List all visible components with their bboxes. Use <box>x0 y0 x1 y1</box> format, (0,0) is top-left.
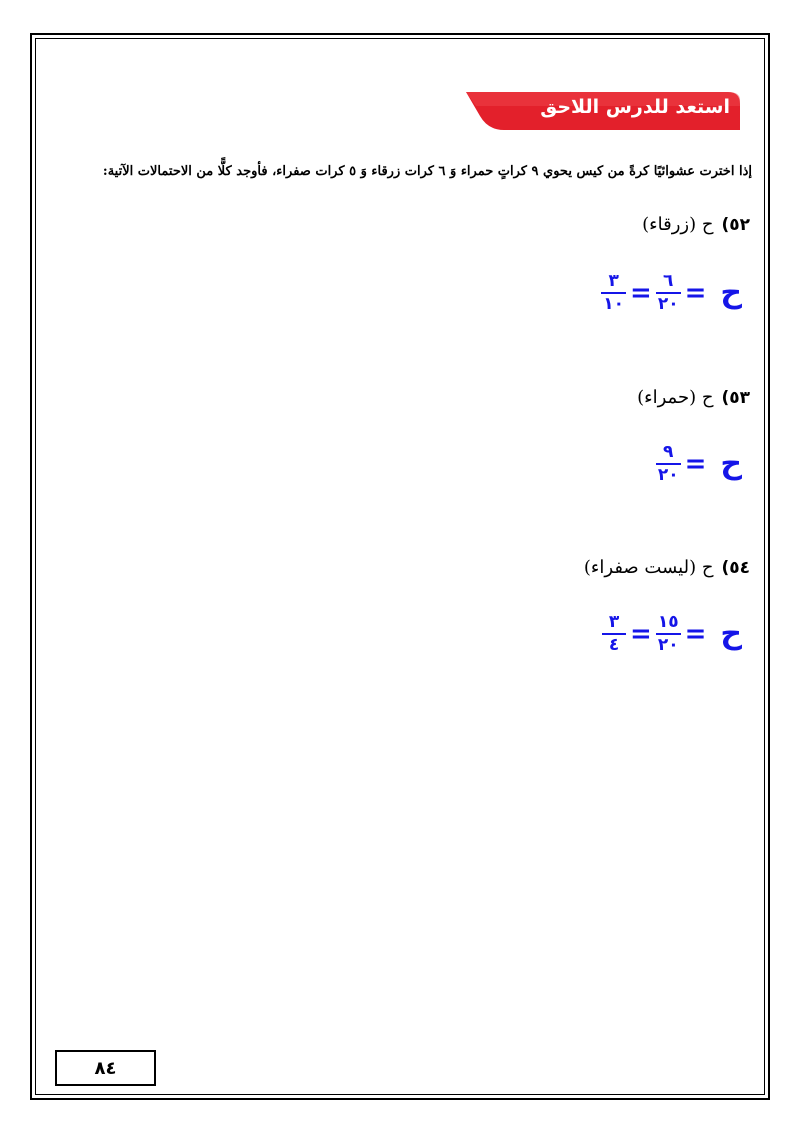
question-text: ح (زرقاء) <box>642 214 714 235</box>
denominator: ١٠ <box>603 293 625 314</box>
page-number-box <box>55 1050 156 1086</box>
numerator: ٣ <box>608 271 619 291</box>
fraction <box>602 613 626 654</box>
fraction <box>656 613 681 654</box>
question-54 <box>584 557 750 578</box>
question-number: ٥٢) <box>721 214 750 235</box>
answer-52 <box>601 272 742 313</box>
answer-54 <box>602 613 742 654</box>
equals-sign: = <box>684 618 707 649</box>
page-number: ٨٤ <box>94 1057 117 1079</box>
question-52 <box>642 214 750 235</box>
denominator: ٢٠ <box>657 293 679 314</box>
numerator: ٩ <box>663 442 674 462</box>
numerator: ٦ <box>663 271 674 291</box>
answer-variable: ح <box>720 445 742 481</box>
instructions-text: إذا اخترت عشوائيًا كرةً من كيس يحوي ٩ كراتٍ حمراء وَ ٦ كرات زرقاء وَ ٥ كرات صفراء، فأوجد كلًّا من الاحتمالات الآتية: <box>102 164 752 179</box>
equals-sign: = <box>630 277 652 308</box>
answer-variable: ح <box>720 615 742 651</box>
denominator: ٢٠ <box>657 634 679 655</box>
answer-53 <box>656 443 742 484</box>
question-text: ح (حمراء) <box>637 387 714 408</box>
question-number: ٥٤) <box>721 557 750 578</box>
numerator: ٣ <box>608 612 620 632</box>
equals-sign: = <box>684 448 707 479</box>
fraction <box>656 272 681 313</box>
section-title: استعد للدرس اللاحق <box>540 96 730 118</box>
denominator: ٤ <box>608 634 620 655</box>
section-banner <box>466 90 742 132</box>
fraction <box>656 443 681 484</box>
denominator: ٢٠ <box>657 464 679 485</box>
equals-sign: = <box>630 618 652 649</box>
answer-variable: ح <box>720 274 742 310</box>
question-text: ح (ليست صفراء) <box>583 557 714 578</box>
numerator: ١٥ <box>657 612 679 632</box>
equals-sign: = <box>684 277 707 308</box>
fraction <box>601 272 626 313</box>
question-number: ٥٣) <box>721 387 750 408</box>
question-53 <box>637 387 750 408</box>
